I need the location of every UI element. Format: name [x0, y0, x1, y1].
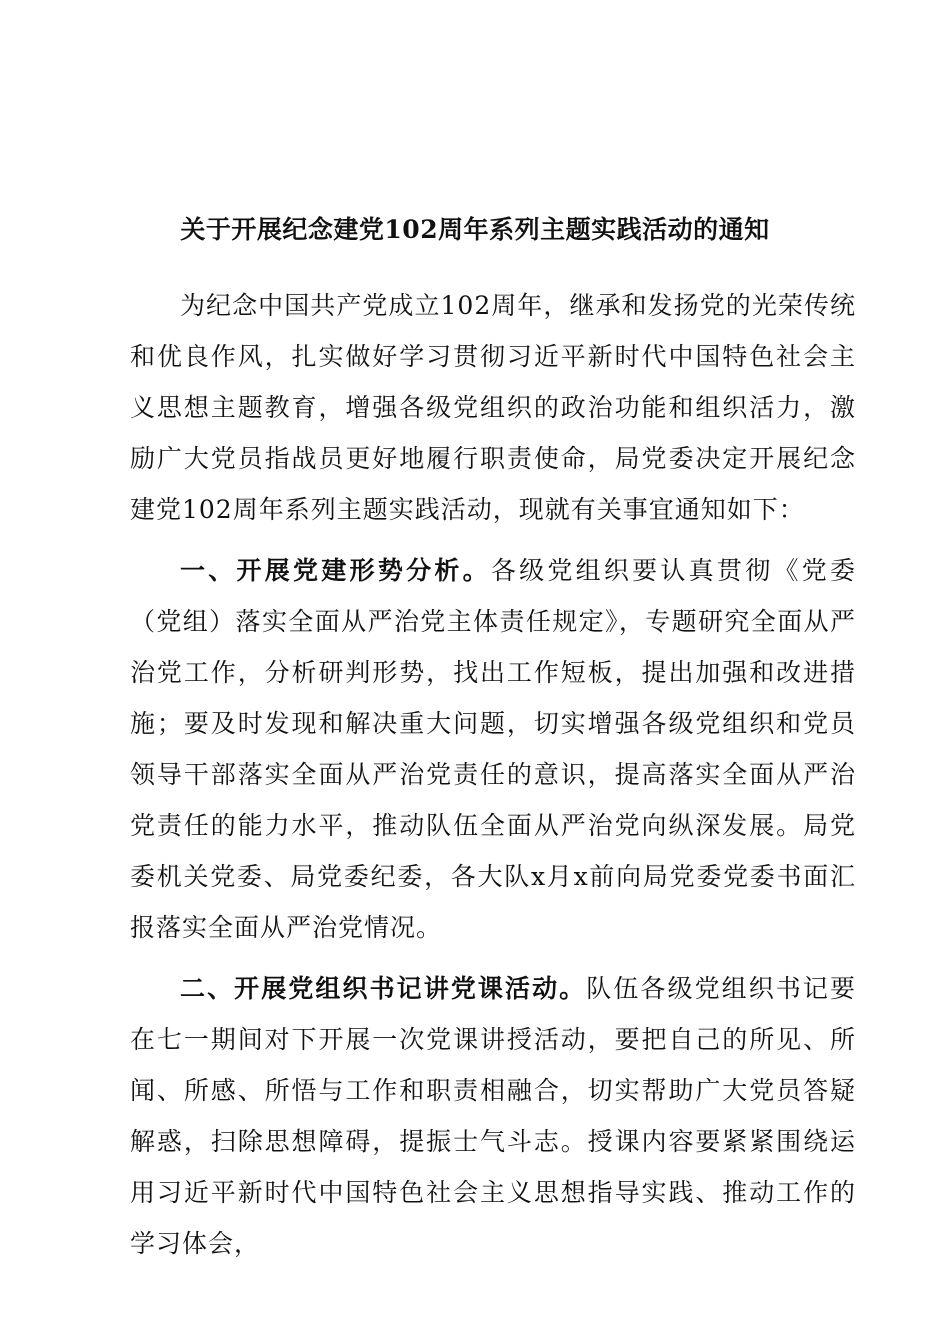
document-body: [130, 280, 856, 1269]
document-title: 关于开展纪念建党102周年系列主题实践活动的通知: [180, 215, 770, 244]
section-heading-2: 二、开展党组织书记讲党课活动。: [180, 974, 587, 1003]
intro-paragraph: 为纪念中国共产党成立102周年，继承和发扬党的光荣传统和优良作风，扎实做好学习贯彻习近平新时代中国特色社会主义思想主题教育，增强各级党组织的政治功能和组织活力，激励广大党员指战员更好地履行职责使命，局党委决定开展纪念建党102周年系列主题实践活动，现就有关事宜通知如下：: [130, 291, 856, 524]
section-text-1: 各级党组织要认真贯彻《党委（党组）落实全面从严治党主体责任规定》，专题研究全面从严治党工作，分析研判形势，找出工作短板，提出加强和改进措施；要及时发现和解决重大问题，切实增强各级党组织和党员领导干部落实全面从严治党责任的意识，提高落实全面从严治党责任的能力水平，推动队伍全面从严治党向纵深发展。局党委机关党委、局党委纪委，各大队x月x前向局党委党委书面汇报落实全面从严治党情况。: [130, 556, 856, 942]
section-paragraph-2: [130, 963, 856, 1269]
section-heading-1: 一、开展党建形势分析。: [180, 556, 491, 585]
section-text-2: 队伍各级党组织书记要在七一期间对下开展一次党课讲授活动，要把自己的所见、所闻、所感、所悟与工作和职责相融合，切实帮助广大党员答疑解惑，扫除思想障碍，提振士气斗志。授课内容要紧紧围绕运用习近平新时代中国特色社会主义思想指导实践、推动工作的学习体会，: [130, 974, 856, 1258]
section-paragraph-1: [130, 545, 856, 953]
